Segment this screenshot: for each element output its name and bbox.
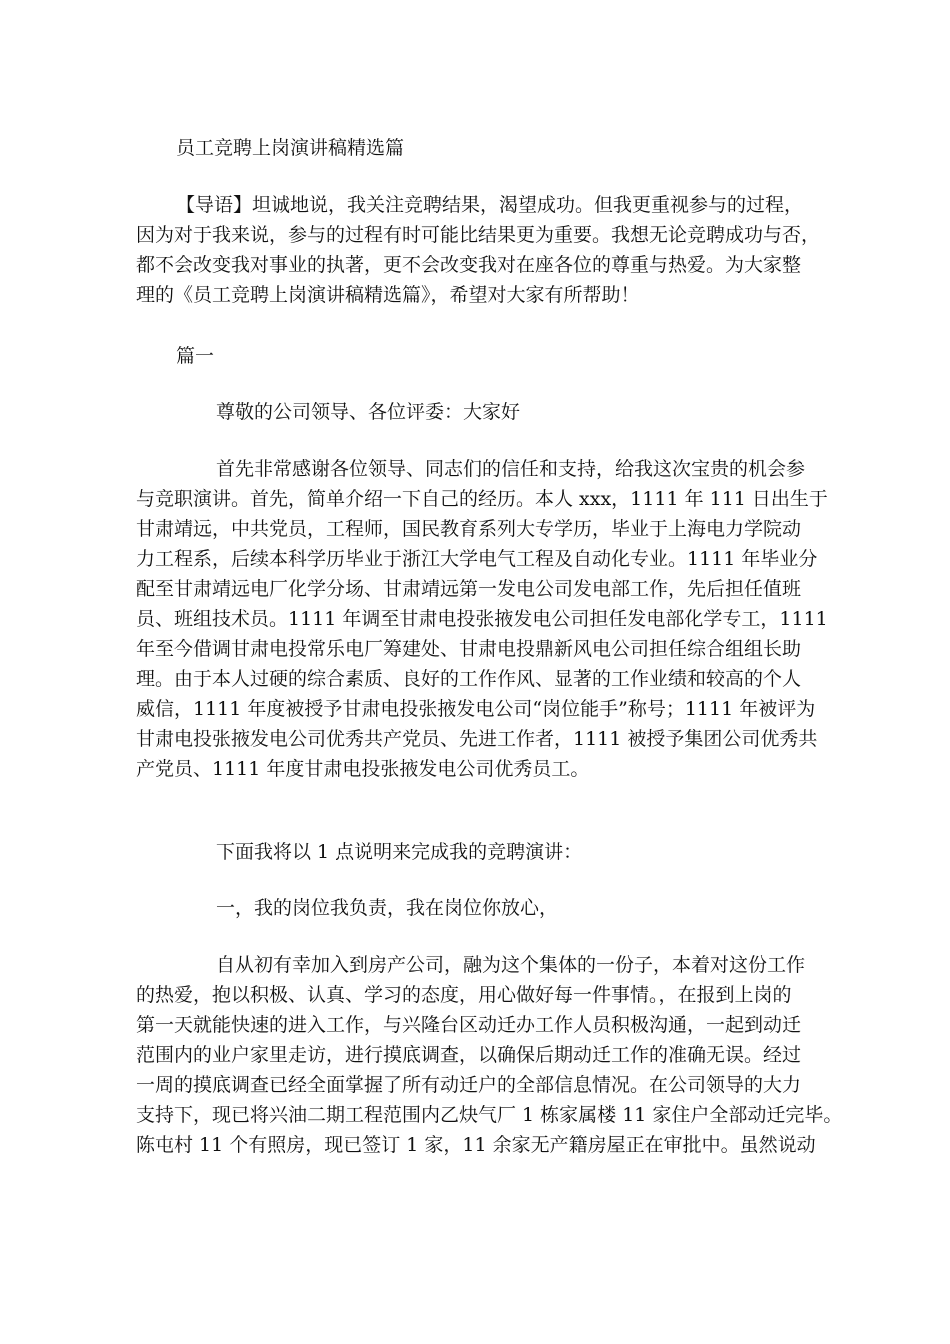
paragraph-line: 甘肃电投张掖发电公司优秀共产党员、先进工作者，1111 被授予集团公司优秀共 xyxy=(136,728,818,750)
paragraph-line: 一周的摸底调查已经全面掌握了所有动迁户的全部信息情况。在公司领导的大力 xyxy=(136,1074,802,1096)
document-title: 员工竞聘上岗演讲稿精选篇 xyxy=(176,137,405,159)
point-heading-1: 一，我的岗位我负责，我在岗位你放心， xyxy=(216,897,559,919)
paragraph-line: 力工程系，后续本科学历毕业于浙江大学电气工程及自动化专业。1111 年毕业分 xyxy=(136,548,818,570)
intro-line: 都不会改变我对事业的执著，更不会改变我对在座各位的尊重与热爱。为大家整 xyxy=(136,254,802,276)
paragraph-line: 的热爱，抱以积极、认真、学习的态度，用心做好每一件事情。，在报到上岗的 xyxy=(136,984,792,1006)
intro-line: 【导语】坦诚地说，我关注竞聘结果，渴望成功。但我更重视参与的过程， xyxy=(176,194,804,216)
greeting-line: 尊敬的公司领导、各位评委：大家好 xyxy=(216,401,521,423)
paragraph-line: 甘肃靖远，中共党员，工程师，国民教育系列大专学历，毕业于上海电力学院动 xyxy=(136,518,802,540)
paragraph-line: 与竞职演讲。首先，简单介绍一下自己的经历。本人 xxx，1111 年 111 日出生于 xyxy=(136,488,828,510)
paragraph-line: 威信，1111 年度被授予甘肃电投张掖发电公司“岗位能手”称号；1111 年被评为 xyxy=(136,698,816,720)
paragraph-line: 范围内的业户家里走访，进行摸底调查，以确保后期动迁工作的准确无误。经过 xyxy=(136,1044,802,1066)
body-paragraph-1 xyxy=(136,454,836,784)
section-heading: 篇一 xyxy=(176,345,215,367)
paragraph-line: 配至甘肃靖远电厂化学分场、甘肃靖远第一发电公司发电部工作，先后担任值班 xyxy=(136,578,802,600)
paragraph-line: 陈屯村 11 个有照房，现已签订 1 家，11 余家无产籍房屋正在审批中。虽然说动 xyxy=(136,1134,816,1156)
paragraph-line: 员、班组技术员。1111 年调至甘肃电投张掖发电公司担任发电部化学专工，1111 xyxy=(136,608,828,630)
intro-paragraph xyxy=(136,190,836,310)
paragraph-line: 理。由于本人过硬的综合素质、良好的工作作风、显著的工作业绩和较高的个人 xyxy=(136,668,802,690)
paragraph-line: 自从初有幸加入到房产公司，融为这个集体的一份子，本着对这份工作 xyxy=(216,954,806,976)
paragraph-line: 支持下，现已将兴油二期工程范围内乙炔气厂 1 栋家属楼 11 家住户全部动迁完毕。 xyxy=(136,1104,843,1126)
plan-line: 下面我将以 1 点说明来完成我的竞聘演讲： xyxy=(216,841,583,863)
intro-line: 理的《员工竞聘上岗演讲稿精选篇》，希望对大家有所帮助！ xyxy=(136,284,640,306)
paragraph-line: 第一天就能快速的进入工作，与兴隆台区动迁办工作人员积极沟通，一起到动迁 xyxy=(136,1014,802,1036)
paragraph-line: 年至今借调甘肃电投常乐电厂筹建处、甘肃电投鼎新风电公司担任综合组组长助 xyxy=(136,638,802,660)
paragraph-line: 产党员、1111 年度甘肃电投张掖发电公司优秀员工。 xyxy=(136,758,590,780)
intro-line: 因为对于我来说，参与的过程有时可能比结果更为重要。我想无论竞聘成功与否， xyxy=(136,224,821,246)
paragraph-line: 首先非常感谢各位领导、同志们的信任和支持，给我这次宝贵的机会参 xyxy=(216,458,806,480)
body-paragraph-2 xyxy=(136,950,843,1160)
